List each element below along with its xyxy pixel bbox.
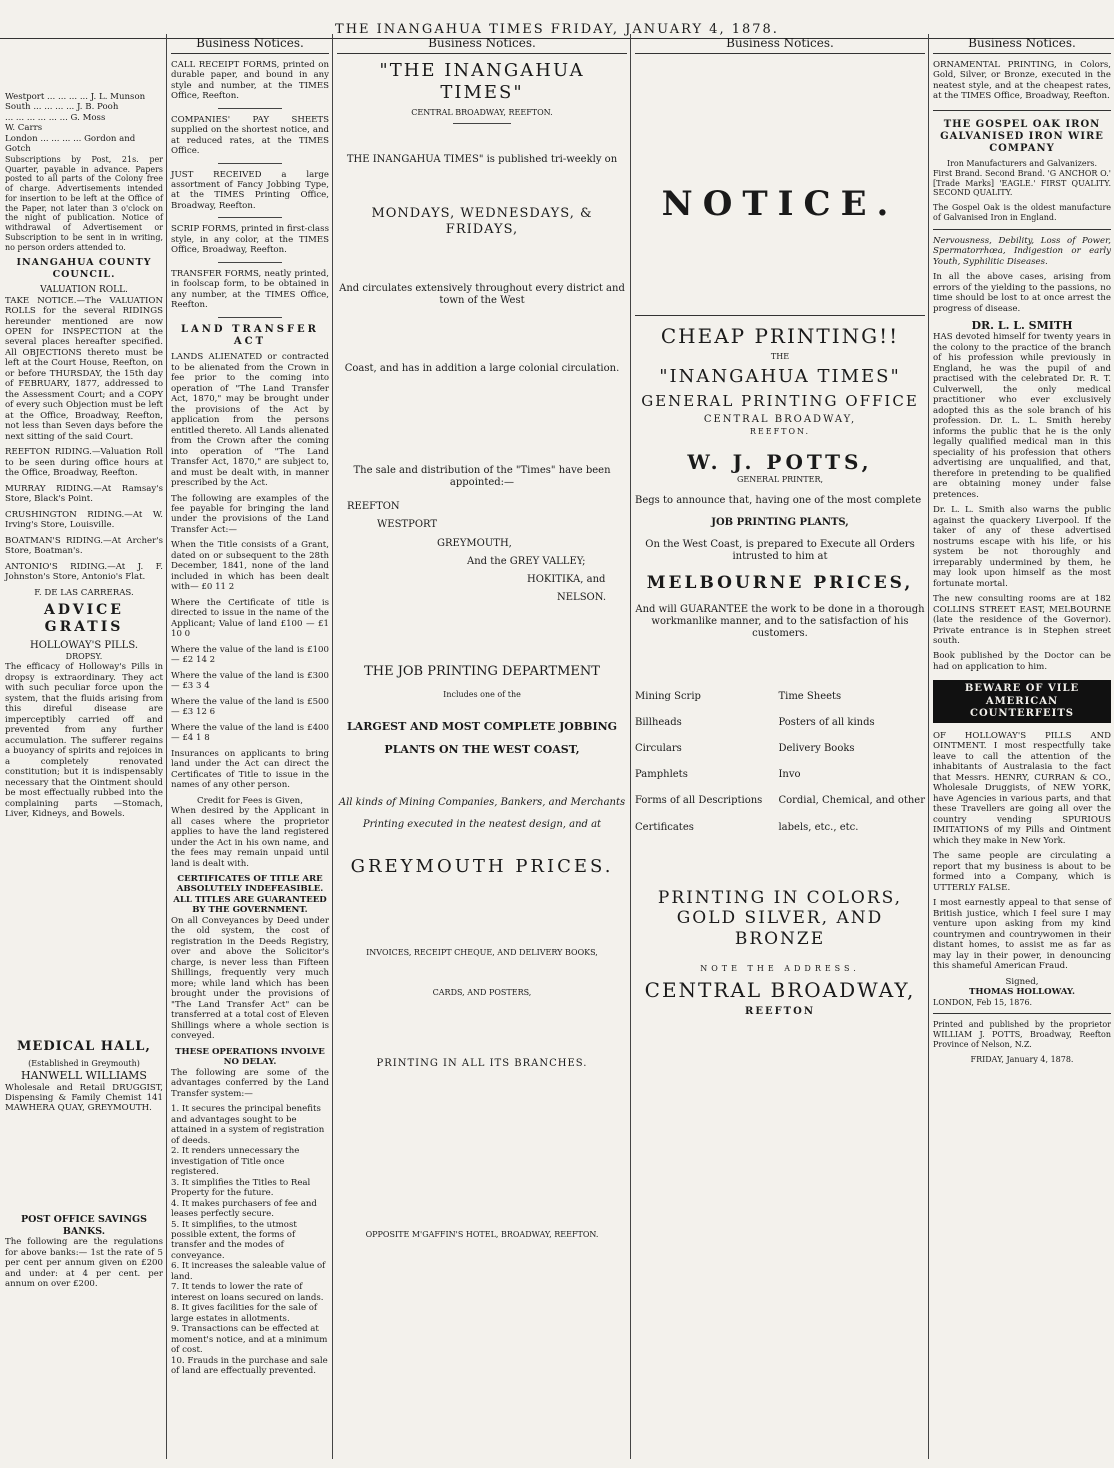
job-type: Forms of all Descriptions [635,795,763,807]
dropsy-body: The efficacy of Holloway's Pills in dropsy is extraordinary. They act with such peculiar force upon the system, that the fluids arising from this direful disease are imperceptibly carried off and prevented from any further accumulation. The sufferer regains a buoyancy of spirits and rejoices in a completely renovated constitution; but it is indispensably necessary that the Ointment should be most effectually rubbed into the complaining parts —Stomach, Liver, Kidneys, and Bowels. [5,662,163,819]
subscription-terms: Subscriptions by Post, 21s. per Quarter, payable in advance. Papers posted to all parts of the Colony free of charge. Advertisements intended for insertion to be left at the Office of the Paper, not later than 3 o'clock on the night of publication. Notice of withdrawal of Advertisement or Subscription to be sent in in writing, no person orders attended to. [5,154,163,252]
gospel-brand: First Brand. Second Brand. 'G ANCHOR O.' [Trade Marks] 'EAGLE.' FIRST QUALITY. SECOND QUALITY. [933,168,1111,198]
fees-intro: The following are examples of the fee payable for bringing the land under the provisions of the Land Transfer Act:— [171,493,329,535]
fee-example: Where the value of the land is £300 — £3 3 4 [171,670,329,692]
holloway-title: HOLLOWAY'S PILLS. [29,640,138,652]
medical-hall-title: MEDICAL HALL, [17,1039,151,1055]
inangahua-times: "INANGAHUA TIMES" [659,366,901,388]
advantage-item: 1. It secures the principal benefits and advantages sought to be attained in a system of registration of deeds. [171,1104,325,1146]
opposite-line: OPPOSITE M'GAFFIN'S HOTEL, BROADWAY, REEFTON. [365,1229,599,1239]
address-line: CENTRAL BROADWAY, [644,977,916,1002]
circulation-line: And circulates extensively throughout every district and town of the West [339,283,625,307]
job-type: Mining Scrip [635,690,701,702]
riding-item: MURRAY RIDING.—At Ramsay's Store, Black's Point. [5,483,163,505]
riding-item: BOATMAN'S RIDING.—At Archer's Store, Boatman's. [5,535,163,557]
guaranteed-title: ALL TITLES ARE GUARANTEED BY THE GOVERNMENT. [173,894,327,916]
agent-line: South ... ... ... ... J. B. Pooh [5,102,119,113]
riding-item: ANTONIO'S RIDING.—At J. F. Johnston's Store, Antonio's Flat. [5,561,163,583]
indefeasible-title: CERTIFICATES OF TITLE ARE ABSOLUTELY INDEFEASIBLE. [176,874,324,895]
council-title: INANGAHUA COUNTY COUNCIL. [16,257,152,280]
cheap-printing: CHEAP PRINTING!! [660,324,900,349]
column-5 [930,34,1114,1459]
hanwell-williams: HANWELL WILLIAMS [21,1069,147,1083]
job-types-right [778,691,925,848]
column-divider [928,34,929,1459]
job-types-left [635,691,762,848]
note-address: NOTE THE ADDRESS. [700,963,860,973]
advantage-item: 5. It simplifies, to the utmost possible extent, the forms of transfer and the modes of conveyance. [171,1219,297,1261]
masthead: THE INANGAHUA TIMES FRIDAY, JANUARY 4, 1878. [335,22,779,37]
largest-line: LARGEST AND MOST COMPLETE JOBBING [346,719,618,733]
signature: F. DE LAS CARRERAS. [34,587,134,598]
place: WESTPORT [377,519,438,531]
fee-example: Where the value of the land is £100 — £2 14 2 [171,644,329,666]
agent-line: London ... ... ... ... Gordon and Gotch [5,133,136,155]
column-divider [166,34,167,1459]
fee-example: Where the value of the land is £500 — £3 12 6 [171,696,329,718]
druggist-details: Wholesale and Retail DRUGGIST, Dispensing & Family Chemist 141 MAWHERA QUAY, GREYMOUTH. [5,1082,163,1114]
fee-example: Where the Certificate of title is directed to issue in the name of the Applicant; Value of land £100 — £1 10 0 [171,597,329,640]
published-line: THE INANGAHUA TIMES" is published tri-weekly on [346,154,618,166]
agent-line: ... ... ... ... ... ... G. Moss [5,112,106,123]
the-line: THE [770,352,790,362]
column-4 [632,34,928,1459]
job-type: Invo [778,769,801,781]
advice-title: ADVICE GRATIS [44,602,124,636]
assurance-note: Insurances on applicants to bring land under the Act can direct the Certificates of Title to issue in the names of any other person. [171,748,329,791]
signed-label: Signed, [1005,976,1039,987]
potts-name: W. J. POTTS, [687,450,873,475]
colors-line: PRINTING IN COLORS, GOLD SILVER, AND BRONZE [657,887,903,950]
job-type: Time Sheets [778,690,842,702]
ad-pay-sheets: COMPANIES' PAY SHEETS supplied on the shortest notice, and at reduced rates, at the TIMES Office. [171,114,329,157]
gospel-sub: Iron Manufacturers and Galvanizers. [946,159,1098,169]
nervous-heading: Nervousness, Debility, Loss of Power, Spermatorrhœa, Indigestion or early Youth, Syphilitic Diseases. [933,235,1111,267]
credit-title: Credit for Fees is Given, [197,795,303,806]
job-type: Pamphlets [635,769,688,781]
job-type: Delivery Books [778,742,855,754]
publication-days: MONDAYS, WEDNESDAYS, & FRIDAYS, [371,206,593,238]
valuation-title: VALUATION ROLL. [40,284,128,295]
advantage-item: 6. It increases the saleable value of land. [171,1261,326,1282]
place: HOKITIKA, and [527,573,606,585]
advantage-item: 8. It gives facilities for the sale of large estates in allotments. [171,1303,318,1324]
advantage-item: 10. Frauds in the purchase and sale of land are effectually prevented. [171,1355,328,1377]
advantages-intro: The following are some of the advantages conferred by the Land Transfer system:— [171,1067,329,1099]
column-divider [332,34,333,1459]
medical-established: (Established in Greymouth) [28,1059,140,1069]
general-printing-office: GENERAL PRINTING OFFICE [641,392,919,411]
ad-fancy-type: JUST RECEIVED a large assortment of Fancy Jobbing Type, at the TIMES Printing Office, Broadway, Reefton. [171,169,329,211]
job-type: Cordial, Chemical, and other [778,795,925,807]
ad-scrip-forms: SCRIP FORMS, printed in first-class style, in any color, at the TIMES Office, Broadway, Reefton. [171,224,329,256]
plants-line: PLANTS ON THE WEST COAST, [384,743,580,757]
advantage-item: 7. It tends to lower the rate of interest on loans secured on lands. [171,1282,324,1303]
fee-example: When the Title consists of a Grant, dated on or subsequent to the 28th December, 1841, none of the land included in which has been dealt with— £0 11 2 [171,540,329,593]
cards-line: CARDS, AND POSTERS, [432,987,532,997]
reefton-line: REEFTON. [749,426,811,436]
job-type: Posters of all kinds [778,716,875,728]
ad-call-receipt: CALL RECEIPT FORMS, printed on durable paper, and bound in any style and number, at the TIMES Office, Reefton. [171,59,329,102]
agents-intro: The sale and distribution of the "Times" have been appointed:— [353,464,611,488]
job-types [635,691,925,848]
job-dept-sub: Includes one of the [443,690,521,700]
smith-title: DR. L. L. SMITH [971,319,1073,333]
place: And the GREY VALLEY; [467,555,586,567]
riding-item: CRUSHINGTON RIDING.—At W. Irving's Store, Louisville. [5,509,163,531]
executed-line: Printing executed in the neatest design, and at [362,818,602,830]
agents-list [5,92,163,155]
job-type: Billheads [635,716,682,728]
agent-line: Westport ... ... ... ... J. L. Munson [5,92,146,102]
central-broadway: CENTRAL BROADWAY, [703,414,857,426]
branches-line: PRINTING IN ALL ITS BRANCHES. [376,1057,588,1069]
dropsy-heading: DROPSY. [65,652,103,662]
place: GREYMOUTH, [437,537,512,549]
book-note: Book published by the Doctor can be had on application to him. [933,651,1111,672]
advantage-item: 2. It renders unnecessary the investigation of Title once registered. [171,1146,300,1178]
agent-line: W. Carrs [5,123,43,134]
begs-line: Begs to announce that, having one of the most complete [635,494,922,506]
advantage-item: 4. It makes purchasers of fee and leases perfectly secure. [171,1198,317,1220]
land-transfer-body: LANDS ALIENATED or contracted to be alienated from the Crown in fee prior to the coming into operation of "The Land Transfer Act, 1870," may be brought under the provisions of the Act by application from the persons entitled thereto. All Lands alienated from the Crown after the coming into operation of "The Land Transfer Act, 1870," are subject to, and must be dealt with, in manner prescribed by the Act. [171,352,329,489]
column-3 [334,34,630,1459]
job-type: Certificates [635,821,694,833]
ornamental-ad: ORNAMENTAL PRINTING, in Colors, Gold, Silver, or Bronze, executed in the neatest style, and at the cheapest rates, at the TIMES Office, Broadway, Reefton. [933,59,1111,102]
times-title: "THE INANGAHUA TIMES" [379,59,585,103]
advantage-item: 3. It simplifies the Titles to Real Property for the future. [171,1177,311,1199]
column-header: Business Notices. [933,34,1111,54]
guarantee-line: And will GUARANTEE the work to be done in a thorough workmanlike manner, and to the satisfaction of his customers. [635,604,925,640]
consulting-rooms: The new consulting rooms are at 182 COLLINS STREET EAST, MELBOURNE (late the residence of the Governor). Private entrance is in Stephen street south. [933,594,1111,646]
place: REEFTON [347,501,400,513]
dateline: LONDON, Feb 15, 1876. [933,997,1033,1007]
column-header: Business Notices. [171,34,329,54]
gospel-title: THE GOSPEL OAK IRON GALVANISED IRON WIRE COMPANY [940,118,1104,154]
riding-item: REEFTON RIDING.—Valuation Roll to be seen during office hours at the Office, Broadway, Reefton. [5,447,163,479]
distribution-places [337,501,627,604]
holloway-body-3: I most earnestly appeal to that sense of British justice, which I feel sure I may venture upon asking from my kind countrymen and countrywomen in their distant homes, to assist me as far as may lay in their power, in denouncing this shameful American Fraud. [933,898,1111,972]
fee-example: Where the value of the land is £400 — £4 1 8 [171,722,329,744]
general-printer: GENERAL PRINTER, [736,474,824,484]
times-address: CENTRAL BROADWAY, REEFTON. [411,107,553,117]
delay-title: THESE OPERATIONS INVOLVE NO DELAY. [175,1046,325,1068]
address-town: REEFTON [745,1006,815,1018]
land-transfer-title: LAND TRANSFER ACT [181,323,319,348]
valuation-body: TAKE NOTICE.—The VALUATION ROLLS for the several RIDINGS hereunder mentioned are now OPEN for INSPECTION at the several places hereafter specified. All OBJECTIONS thereto must be left at the Court House, Reefton, on or before THURSDAY, the 15th day of FEBRUARY, 1877, addressed to the Assessment Court; and a COPY of every such Objection must be left at the Office, Broadway, Reefton, not less than Seven days before the next sitting of the said Court. [5,295,163,442]
imprint-date: FRIDAY, January 4, 1878. [970,1054,1074,1064]
greymouth-prices: GREYMOUTH PRICES. [350,856,614,878]
savings-title: POST OFFICE SAVINGS BANKS. [21,1213,147,1237]
imprint: Printed and published by the proprietor WILLIAM J. POTTS, Broadway, Reefton Province of Nelson, N.Z. [933,1020,1111,1049]
nervous-body: In all the above cases, arising from errors of the yielding to the passions, no time should be lost to at once arrest the progress of disease. [933,272,1111,314]
westcoast-line: On the West Coast, is prepared to Execute all Orders intrusted to him at [645,538,915,563]
savings-body: The following are the regulations for above banks:— 1st the rate of 5 per cent per annum given on £200 and under: at 4 per cent. per annum on over £200. [5,1237,163,1290]
notice-heading: NOTICE. [661,183,899,224]
column-header: Business Notices. [635,34,925,54]
advantages-list [171,1104,329,1377]
gospel-note: The Gospel Oak is the oldest manufacture of Galvanised Iron in England. [933,203,1111,222]
column-header: Business Notices. [337,34,627,54]
job-type: labels, etc., etc. [778,821,859,833]
melbourne-prices: MELBOURNE PRICES, [646,573,914,594]
smith-body-2: Dr. L. L. Smith also warns the public against the quackery Liverpool. If the taker of any of these advertised nostrums escape with his life, or his system be not thoroughly and irreparably undermined by them, he may look upon himself as the most fortunate mortal. [933,505,1111,589]
column-divider [630,34,631,1459]
invoices-line: INVOICES, RECEIPT CHEQUE, AND DELIVERY BOOKS, [366,948,598,957]
beware-banner: BEWARE OF VILE AMERICAN COUNTERFEITS [933,680,1111,723]
column-2 [168,34,332,1459]
credit-body: When desired by the Applicant in all cases where the proprietor applies to have the land registered under the Act in his own name, and the fees may remain unpaid until land is dealt with. [171,806,329,869]
guaranteed-body: On all Conveyances by Deed under the old system, the cost of registration in the Deeds Registry, over and above the Solicitor's charge, is never less than Fifteen Shillings, frequently very much more; while land which has been brought under the provisions of "The Land Transfer Act" can be transferred at a total cost of Eleven Shillings where a whole section is conveyed. [171,915,329,1042]
advantage-item: 9. Transactions can be effected at moment's notice, and at a minimum of cost. [171,1324,328,1356]
job-type: Circulars [635,742,682,754]
coast-line: Coast, and has in addition a large colonial circulation. [344,362,620,374]
holloway-body: OF HOLLOWAY'S PILLS AND OINTMENT. I most respectfully take leave to call the attention of the inhabitants of Australasia to the fact that Messrs. HENRY, CURRAN & CO., Wholesale Druggists, of NEW YORK, have Agencies in various parts, and that these Travellers are going all over the country vending SPURIOUS IMITATIONS of my Pills and Ointment which they make in New York. [933,731,1111,846]
holloway-body-2: The same people are circulating a report that my business is about to be formed into a Company, which is UTTERLY FALSE. [933,851,1111,893]
holloway-signature: THOMAS HOLLOWAY. [969,987,1075,998]
ad-transfer-forms: TRANSFER FORMS, neatly printed, in foolscap form, to be obtained in any number, at the TIMES Office, Reefton. [171,268,329,311]
column-1 [2,92,166,1462]
smith-body: HAS devoted himself for twenty years in the colony to the practice of the branch of his profession while previously in England, he was the pupil of and practised with the celebrated Dr. R. T. Culverwell, the only medical practitioner who ever exclusively adopted this as the sole branch of his profession. Dr. L. L. Smith hereby informs the public that he is the only legally qualified medical man in this speciality of his profession that others advertising are unqualified, and that, therefore in pretending to be qualified are obtaining money under false pretences. [933,332,1111,500]
job-plants: JOB PRINTING PLANTS, [711,516,849,528]
job-dept-title: THE JOB PRINTING DEPARTMENT [364,664,600,680]
mining-line: All kinds of Mining Companies, Bankers, and Merchants [338,796,626,808]
place: NELSON. [557,592,607,604]
